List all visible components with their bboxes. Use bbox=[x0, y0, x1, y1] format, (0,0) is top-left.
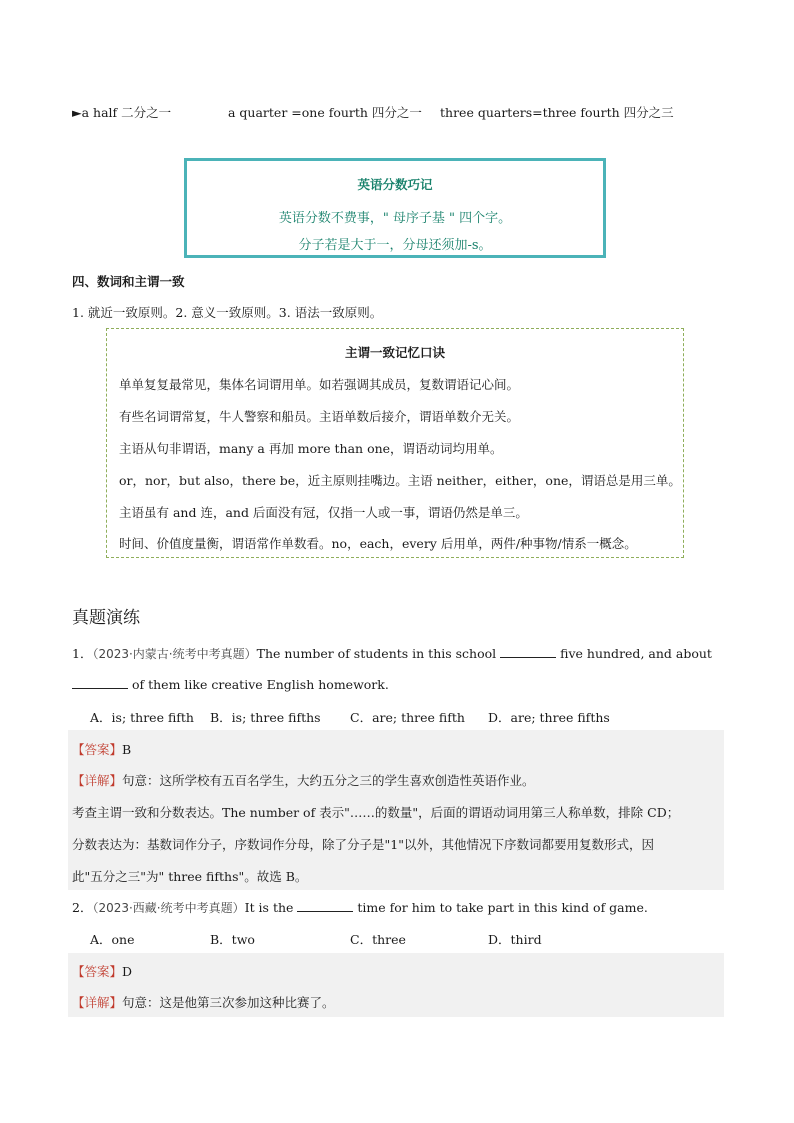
detail-line bbox=[72, 993, 335, 1011]
question-text: time for him to take part in this kind of game. bbox=[357, 900, 648, 915]
fraction-line bbox=[72, 103, 171, 121]
option-a: A．one bbox=[90, 932, 135, 947]
fraction-box-line-2: 分子若是大于一，分母还须加-s。 bbox=[298, 238, 492, 253]
agreement-rules: 1. 就近一致原则。2. 意义一致原则。3. 语法一致原则。 bbox=[72, 305, 383, 320]
agreement-line: 单单复复最常见，集体名词谓用单。如若强调其成员，复数谓语记心间。 bbox=[119, 377, 520, 392]
detail-text: 考查主谓一致和分数表达。The number of 表示"……的数量"，后面的谓语动词用第三人称单数，排除 CD； bbox=[72, 805, 680, 820]
fraction-mnemonic-box bbox=[184, 158, 606, 258]
question-text: It is the bbox=[244, 900, 294, 915]
detail-text: 此"五分之三"为" three fifths"。故选 B。 bbox=[72, 869, 308, 884]
option-a: A．is; three fifth bbox=[90, 710, 194, 725]
option-d: D．are; three fifths bbox=[488, 710, 610, 725]
detail-text: 句意：这是他第三次参加这种比赛了。 bbox=[122, 995, 335, 1010]
option-d: D．third bbox=[488, 932, 542, 947]
detail-label: 【详解】 bbox=[72, 995, 123, 1010]
answer-blank bbox=[297, 899, 353, 912]
option-c: C．three bbox=[350, 932, 406, 947]
answer-blank bbox=[500, 645, 556, 658]
question-2-stem bbox=[72, 898, 648, 916]
agreement-line: 有些名词谓常复，牛人警察和船员。主语单数后接介，谓语单数介无关。 bbox=[119, 409, 520, 424]
agreement-line: 主语从句非谓语，many a 再加 more than one，谓语动词均用单。 bbox=[119, 441, 503, 456]
agreement-box-title: 主谓一致记忆口诀 bbox=[344, 345, 445, 360]
detail-label: 【详解】 bbox=[72, 773, 123, 788]
agreement-line: 主语虽有 and 连，and 后面没有冠，仅指一人或一事，谓语仍然是单三。 bbox=[119, 505, 528, 520]
detail-text: 分数表达为：基数词作分子，序数词作分母，除了分子是"1"以外，其他情况下序数词都要用复数形式，因 bbox=[72, 837, 654, 852]
agreement-mnemonic-box bbox=[106, 328, 684, 558]
question-text: five hundred, and about bbox=[560, 646, 712, 661]
question-number: 1． bbox=[72, 646, 93, 661]
answer-line bbox=[72, 740, 131, 758]
answer-blank bbox=[72, 676, 128, 689]
fraction-half: a half 二分之一 bbox=[81, 105, 172, 120]
answer-line bbox=[72, 962, 132, 980]
fraction-box-title: 英语分数巧记 bbox=[357, 177, 433, 192]
fraction-three-quarters: three quarters=three fourth 四分之三 bbox=[440, 105, 674, 120]
section-heading: 四、数词和主谓一致 bbox=[72, 274, 185, 289]
question-1-stem-cont bbox=[72, 676, 389, 692]
question-source: （2023·西藏·统考中考真题） bbox=[92, 901, 245, 915]
question-source: （2023·内蒙古·统考中考真题） bbox=[92, 647, 257, 661]
detail-line bbox=[72, 771, 535, 789]
arrow-icon: ► bbox=[72, 105, 82, 120]
agreement-line: or，nor，but also，there be，近主原则挂嘴边。主语 neither，either，one，谓语总是用三单。 bbox=[119, 473, 681, 488]
practice-heading: 真题演练 bbox=[72, 608, 140, 628]
question-number: 2． bbox=[72, 900, 93, 915]
answer-value: D bbox=[122, 964, 133, 979]
answer-value: B bbox=[122, 742, 132, 757]
answer-label: 【答案】 bbox=[72, 964, 123, 979]
fraction-box-line-1: 英语分数不费事，" 母序子基 " 四个字。 bbox=[278, 211, 512, 226]
option-b: B．is; three fifths bbox=[210, 710, 321, 725]
question-text: of them like creative English homework. bbox=[131, 677, 389, 692]
question-text: The number of students in this school bbox=[256, 646, 497, 661]
question-1-stem bbox=[72, 644, 712, 662]
agreement-line: 时间、价值度量衡，谓语常作单数看。no，each，every 后用单，两件/种事物/情系一概念。 bbox=[119, 536, 637, 551]
option-c: C．are; three fifth bbox=[350, 710, 465, 725]
option-b: B．two bbox=[210, 932, 255, 947]
detail-text: 句意：这所学校有五百名学生，大约五分之三的学生喜欢创造性英语作业。 bbox=[122, 773, 535, 788]
fraction-quarter: a quarter =one fourth 四分之一 bbox=[228, 105, 422, 120]
answer-label: 【答案】 bbox=[72, 742, 123, 757]
